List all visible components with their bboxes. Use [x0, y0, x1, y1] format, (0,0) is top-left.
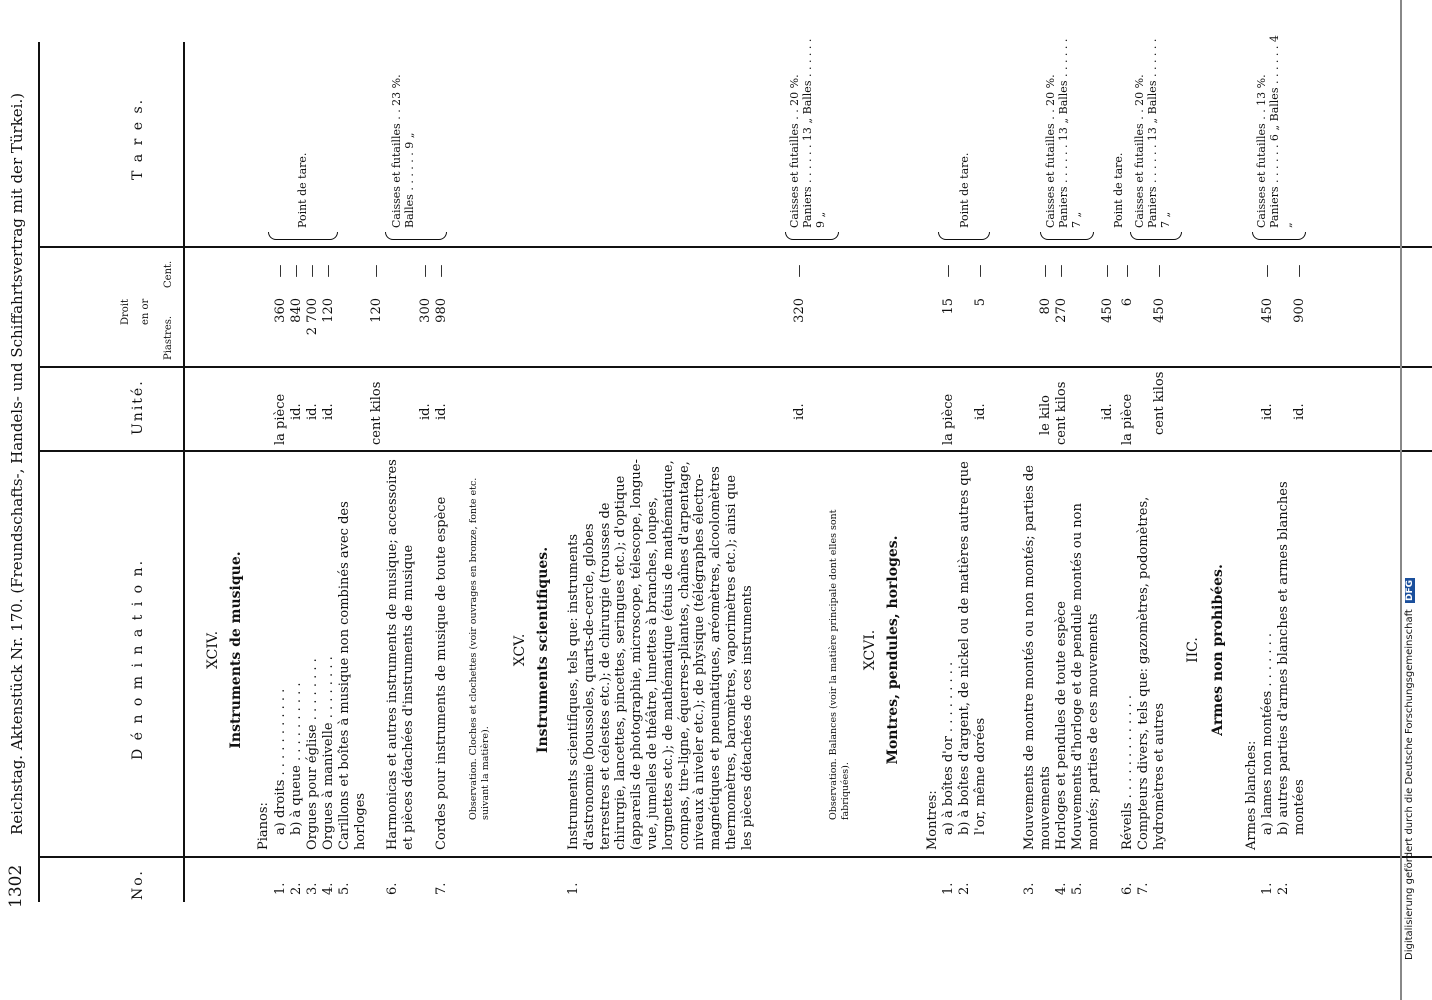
row-cent: —	[1152, 264, 1167, 278]
row-cent: —	[1292, 264, 1307, 278]
row-cent: —	[1100, 264, 1115, 278]
row-no: 2.	[289, 882, 304, 895]
row-unit: id.	[418, 403, 433, 420]
row-tare: Point de tare.	[1112, 152, 1125, 228]
row-unit: id.	[289, 403, 304, 420]
observation-note: Observation. Balances (voir la matière principale dont elles sont fabriquées).	[828, 509, 851, 820]
section-number: XCVI.	[862, 629, 878, 671]
row-unit: la pièce	[941, 393, 956, 445]
row-piastres: 120	[321, 298, 336, 323]
tare-brace	[1040, 232, 1094, 240]
section-number: XCIV.	[205, 630, 221, 670]
row-tare: Caisses et futailles . . 23 %. Balles . . . . . . 9 „	[390, 74, 417, 228]
col-header-en-or: en or	[140, 298, 151, 325]
page-number: 1302	[6, 864, 26, 908]
row-unit: id.	[321, 403, 336, 420]
row-tare: Caisses et futailles . . 20 %. Paniers . . . . . . 13 „ Balles . . . . . . 7 „	[1133, 38, 1173, 228]
row-cent: —	[973, 264, 988, 278]
row-unit: la pièce	[1120, 393, 1135, 445]
row-piastres: 80	[1038, 298, 1053, 315]
row-no: 4.	[1054, 882, 1069, 895]
row-text: Mouvements d'horloge et de pendule montés ou non montés; parties de ces mouvements	[1070, 503, 1101, 850]
scan-edge	[1400, 0, 1402, 1000]
row-unit: cent kilos	[1152, 371, 1167, 435]
row-cent: —	[273, 264, 288, 278]
row-piastres: 900	[1292, 298, 1307, 323]
row-piastres: 270	[1054, 298, 1069, 323]
row-cent: —	[1054, 264, 1069, 278]
col-sep-no	[38, 857, 1432, 859]
col-sep-droit	[38, 247, 1432, 249]
col-sep-denomination	[38, 451, 1432, 453]
row-no: 7.	[1136, 882, 1151, 895]
row-no: 1.	[1260, 882, 1275, 895]
section-title: Instruments scientifiques.	[535, 546, 551, 754]
row-piastres: 15	[941, 298, 956, 315]
row-piastres: 360	[273, 298, 288, 323]
tare-brace	[268, 232, 338, 240]
tare-brace	[385, 232, 447, 240]
row-text: Mouvements de montre montés ou non montés; parties de mouvements	[1022, 465, 1053, 850]
row-unit: id.	[1292, 403, 1307, 420]
row-text: Réveils . . . . . . . . . . . . .	[1120, 695, 1135, 850]
row-unit: id.	[973, 403, 988, 420]
col-sep-unite	[38, 367, 1432, 369]
row-unit: id.	[792, 403, 807, 420]
col-header-cent: Cent.	[163, 260, 174, 288]
row-text: Carillons et boîtes à musique non combinés avec des horloges	[337, 501, 368, 850]
row-no: 4.	[321, 882, 336, 895]
row-piastres: 980	[434, 298, 449, 323]
list-item-label: Montres:	[925, 790, 940, 850]
list-item-label: Pianos:	[256, 802, 271, 850]
row-piastres: 2 700	[305, 298, 320, 336]
row-unit: la pièce	[273, 393, 288, 445]
row-piastres: 450	[1100, 298, 1115, 323]
row-cent: —	[305, 264, 320, 278]
row-text: a) droits . . . . . . . . . . .	[273, 688, 288, 835]
row-text: a) lames non montées . . . . . . .	[1260, 632, 1275, 835]
row-no: 6.	[1120, 882, 1135, 895]
col-header-piastres: Piastres.	[163, 315, 174, 360]
section-number: IIC.	[1185, 637, 1201, 663]
row-cent: —	[1260, 264, 1275, 278]
list-item-label: Armes blanches:	[1244, 740, 1259, 850]
row-text: b) à boîtes d'argent, de nickel ou de matières autres que l'or, même dorées	[957, 461, 988, 835]
row-no: 1.	[273, 882, 288, 895]
row-unit: id.	[1260, 403, 1275, 420]
funding-note	[1404, 578, 1415, 960]
row-text: Compteurs divers, tels que: gazomètres, podomètres, hydromètres et autres	[1136, 496, 1167, 850]
row-text: Cordes pour instruments de musique de toute espèce	[434, 496, 449, 850]
row-no: 2.	[1276, 882, 1291, 895]
row-unit: le kilo	[1038, 394, 1053, 435]
tare-brace	[785, 232, 839, 240]
row-unit: id.	[434, 403, 449, 420]
row-cent: —	[792, 264, 807, 278]
col-header-tares: T a r e s.	[130, 97, 146, 180]
row-tare: Point de tare.	[296, 152, 309, 228]
row-no: 5.	[337, 882, 352, 895]
row-text: a) à boîtes d'or . . . . . . . . .	[941, 661, 956, 835]
row-piastres: 300	[418, 298, 433, 323]
observation-note: Observation. Cloches et clochettes (voir ouvrages en bronze, fonte etc. suivant la matière).	[468, 477, 491, 820]
dfg-logo: DFG	[1405, 579, 1415, 601]
row-piastres: 6	[1120, 298, 1135, 307]
row-tare: Point de tare.	[958, 152, 971, 228]
row-piastres: 320	[792, 298, 807, 323]
table-top-rule	[38, 42, 40, 902]
row-tare: Caisses et futailles . . 20 %. Paniers . . . . . . 13 „ Balles . . . . . . 9 „	[788, 38, 828, 228]
col-header-unite: Unité.	[130, 379, 146, 435]
row-no: 1.	[941, 882, 956, 895]
row-cent: —	[289, 264, 304, 278]
page-title: Reichstag. Aktenstück Nr. 170. (Freundschafts-, Handels- und Schiffahrtsvertrag mit der Türkei.)	[8, 92, 26, 835]
row-piastres: 450	[1260, 298, 1275, 323]
section-title: Armes non prohibées.	[1210, 564, 1226, 736]
row-cent: —	[941, 264, 956, 278]
row-no: 3.	[305, 882, 320, 895]
row-unit: id.	[1100, 403, 1115, 420]
row-no: 6.	[385, 882, 400, 895]
row-text: b) à queue . . . . . . . . . .	[289, 682, 304, 835]
tare-brace	[938, 232, 990, 240]
row-no: 2.	[957, 882, 972, 895]
col-header-no: No.	[130, 869, 146, 900]
section-title: Montres, pendules, horloges.	[885, 535, 901, 765]
row-piastres: 840	[289, 298, 304, 323]
section-number: XCV.	[512, 633, 528, 667]
row-text: Instruments scientifiques, tels que: instruments d'astronomie (boussoles, quarts-de-cercle, globes terrestres et célestes etc.); de chirurgie (trousses de chirurgie, lancettes, pincettes, seringues etc.); d'optique (appareils de photographie, microscope, télescope, longue-vue, jumelles de théâtre, lunettes à branches, loupes, lorgnettes etc.); de mathématique (étuis de mathématique, compas, tire-ligne, équerres-pliantes, chaînes d'arpentage, niveaux à niveler etc.); de physique (télégraphes électro-magnétiques et pneumatiques, aréomètres, alcoolomètres thermomètres, baromètres, vaporimètres etc.); ainsi que les pièces détachées de ces instruments	[566, 459, 755, 850]
row-text: b) autres parties d'armes blanches et armes blanches montées	[1276, 481, 1307, 835]
row-no: 5.	[1070, 882, 1085, 895]
row-no: 3.	[1022, 882, 1037, 895]
row-cent: —	[1120, 264, 1135, 278]
row-text: Harmonicas et autres instruments de musique; accessoires et pièces détachées d'instruments de musique	[385, 459, 416, 850]
row-cent: —	[369, 264, 384, 278]
funding-note-text: Digitalisierung gefördert durch die Deutsche Forschungsgemeinschaft	[1404, 609, 1415, 960]
row-unit: cent kilos	[1054, 381, 1069, 445]
row-cent: —	[1038, 264, 1053, 278]
row-no: 7.	[434, 882, 449, 895]
row-piastres: 5	[973, 298, 988, 307]
tare-brace	[1130, 232, 1182, 240]
section-title: Instruments de musique.	[228, 551, 244, 749]
header-bottom-rule	[183, 42, 185, 902]
row-text: Orgues pour église . . . . . . . .	[305, 658, 320, 850]
row-tare: Caisses et futailles . . 20 %. Paniers . . . . . . 13 „ Balles . . . . . . 7 „	[1044, 38, 1084, 228]
row-cent: —	[418, 264, 433, 278]
row-cent: —	[434, 264, 449, 278]
tare-brace	[1252, 232, 1306, 240]
row-unit: id.	[305, 403, 320, 420]
row-text: Horloges et pendules de toute espèce	[1054, 601, 1069, 850]
row-text: Orgues à manivelle . . . . . . . .	[321, 656, 336, 850]
row-piastres: 120	[369, 298, 384, 323]
col-header-droit: Droit	[120, 298, 131, 325]
row-piastres: 450	[1152, 298, 1167, 323]
row-cent: —	[321, 264, 336, 278]
row-tare: Caisses et futailles . . 13 %. Paniers . . . . . . 6 „ Balles . . . . . . 4 „	[1255, 35, 1295, 228]
row-no: 1.	[566, 882, 581, 895]
row-unit: cent kilos	[369, 381, 384, 445]
col-header-denomination: D é n o m i n a t i o n.	[130, 558, 146, 760]
